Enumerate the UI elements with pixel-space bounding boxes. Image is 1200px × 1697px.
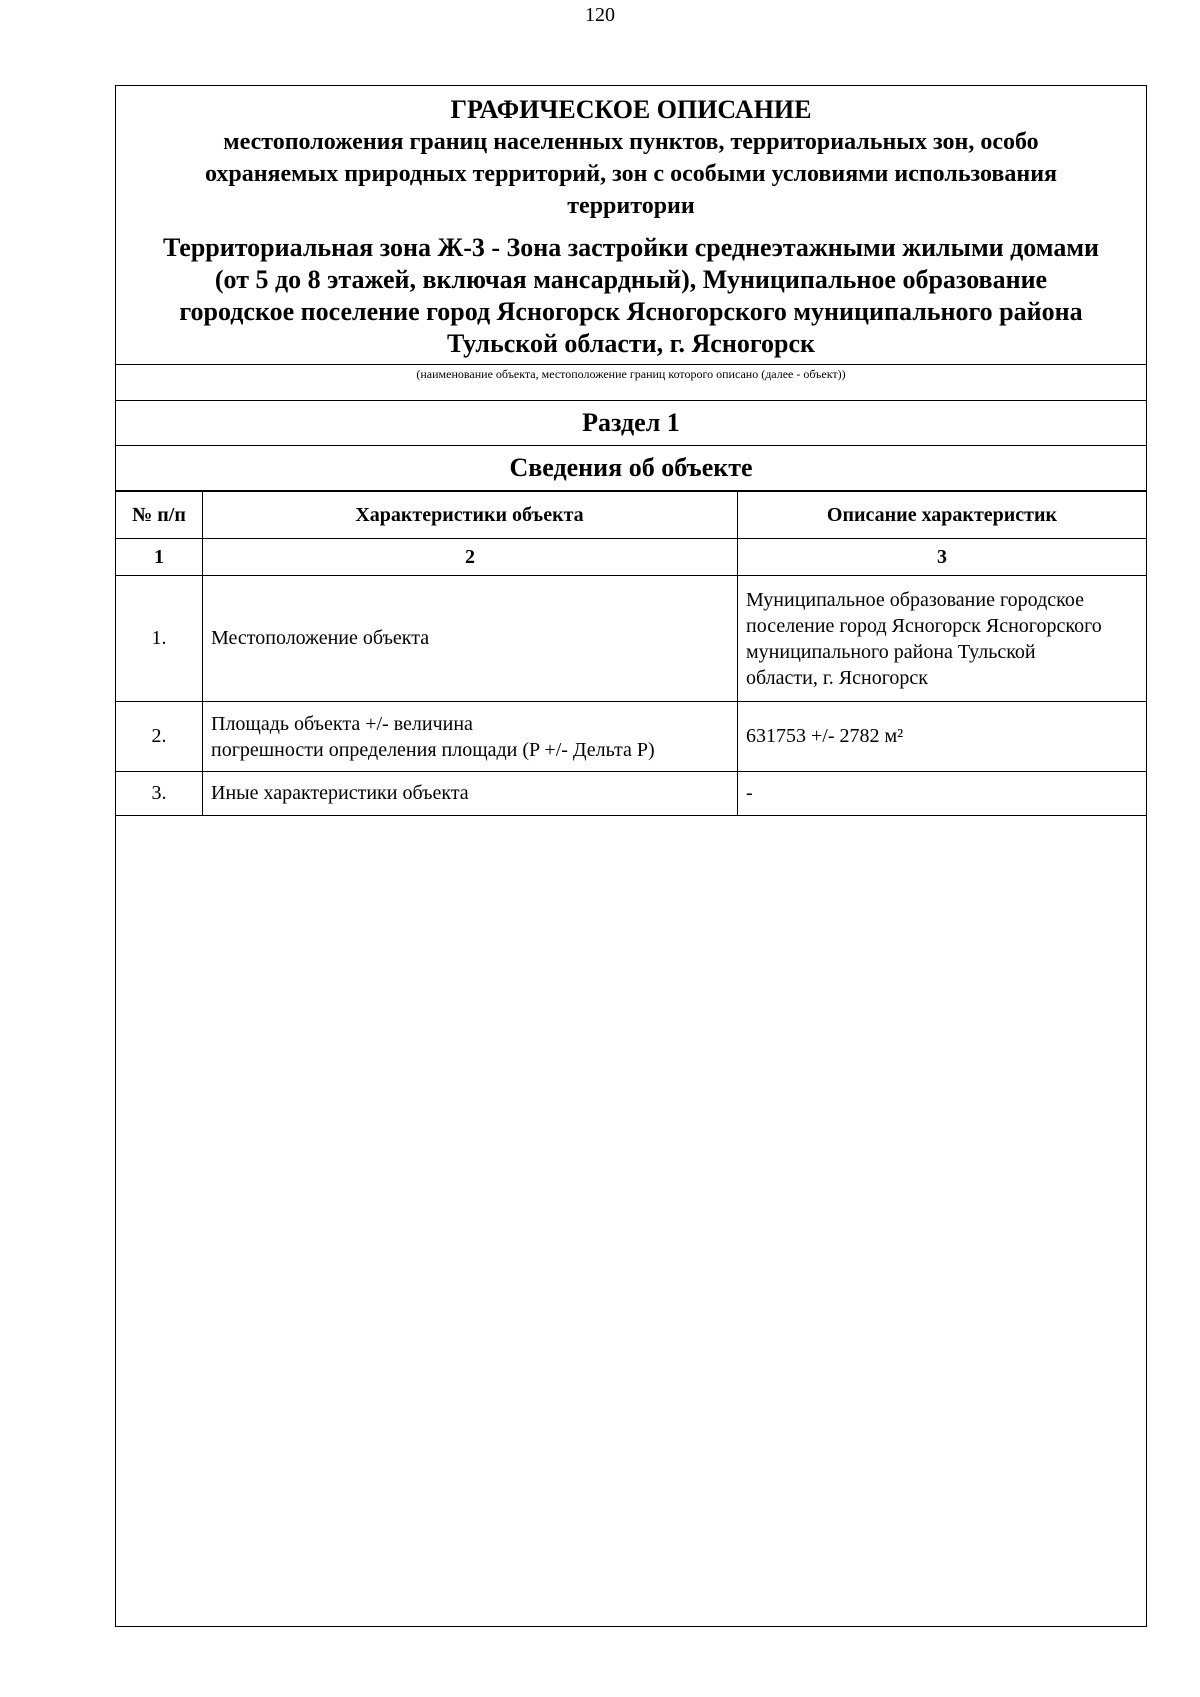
subtitle-line: охраняемых природных территорий, зон с особыми условиями использования bbox=[204, 161, 1058, 187]
row-number: 1. bbox=[116, 576, 203, 702]
object-info-table bbox=[116, 491, 1146, 816]
row-number: 3. bbox=[116, 772, 203, 816]
object-caption: (наименование объекта, местоположение границ которого описано (далее - объект)) bbox=[116, 364, 1146, 401]
object-name-line: городское поселение город Ясногорск Ясногорского муниципального района bbox=[179, 297, 1083, 326]
description-line: муниципального района Тульской bbox=[746, 640, 1036, 663]
row-number: 2. bbox=[116, 702, 203, 772]
subtitle-line: местоположения границ населенных пунктов, территориальных зон, особо bbox=[223, 129, 1039, 155]
object-name-line: Территориальная зона Ж-3 - Зона застройки среднеэтажными жилыми домами bbox=[162, 233, 1100, 262]
row-characteristic: Иные характеристики объекта bbox=[203, 772, 738, 816]
column-number-row bbox=[116, 539, 1146, 576]
row-characteristic: Местоположение объекта bbox=[203, 576, 738, 702]
column-number-cell: 3 bbox=[738, 539, 1147, 576]
header-cell-number: № п/п bbox=[116, 492, 203, 539]
description-line: области, г. Ясногорск bbox=[746, 666, 929, 689]
document-header bbox=[116, 86, 1146, 364]
header-cell-description: Описание характеристик bbox=[738, 492, 1147, 539]
table-header-row bbox=[116, 492, 1146, 539]
row-characteristic bbox=[203, 702, 738, 772]
description-line: поселение город Ясногорск Ясногорского bbox=[746, 614, 1102, 637]
characteristic-line: Площадь объекта +/- величина bbox=[211, 712, 473, 735]
object-name-line: (от 5 до 8 этажей, включая мансардный), Муниципальное образование bbox=[214, 265, 1048, 294]
table-row bbox=[116, 772, 1146, 816]
document-frame bbox=[115, 85, 1147, 1627]
section-label: Раздел 1 bbox=[116, 401, 1146, 446]
row-description: 631753 +/- 2782 м² bbox=[738, 702, 1147, 772]
object-name bbox=[126, 232, 1136, 360]
column-number-cell: 1 bbox=[116, 539, 203, 576]
row-description bbox=[738, 576, 1147, 702]
object-name-line: Тульской области, г. Ясногорск bbox=[447, 329, 815, 358]
header-cell-characteristic: Характеристики объекта bbox=[203, 492, 738, 539]
document-subtitle bbox=[126, 126, 1136, 222]
table-row bbox=[116, 702, 1146, 772]
document-title: ГРАФИЧЕСКОЕ ОПИСАНИЕ bbox=[450, 95, 812, 124]
page-number: 120 bbox=[585, 4, 615, 26]
table-row bbox=[116, 576, 1146, 702]
description-line: Муниципальное образование городское bbox=[746, 588, 1084, 611]
column-number-cell: 2 bbox=[203, 539, 738, 576]
section-heading: Сведения об объекте bbox=[116, 446, 1146, 491]
row-description: - bbox=[738, 772, 1147, 816]
characteristic-line: погрешности определения площади (P +/- Дельта P) bbox=[211, 738, 655, 761]
subtitle-line: территории bbox=[567, 193, 695, 219]
